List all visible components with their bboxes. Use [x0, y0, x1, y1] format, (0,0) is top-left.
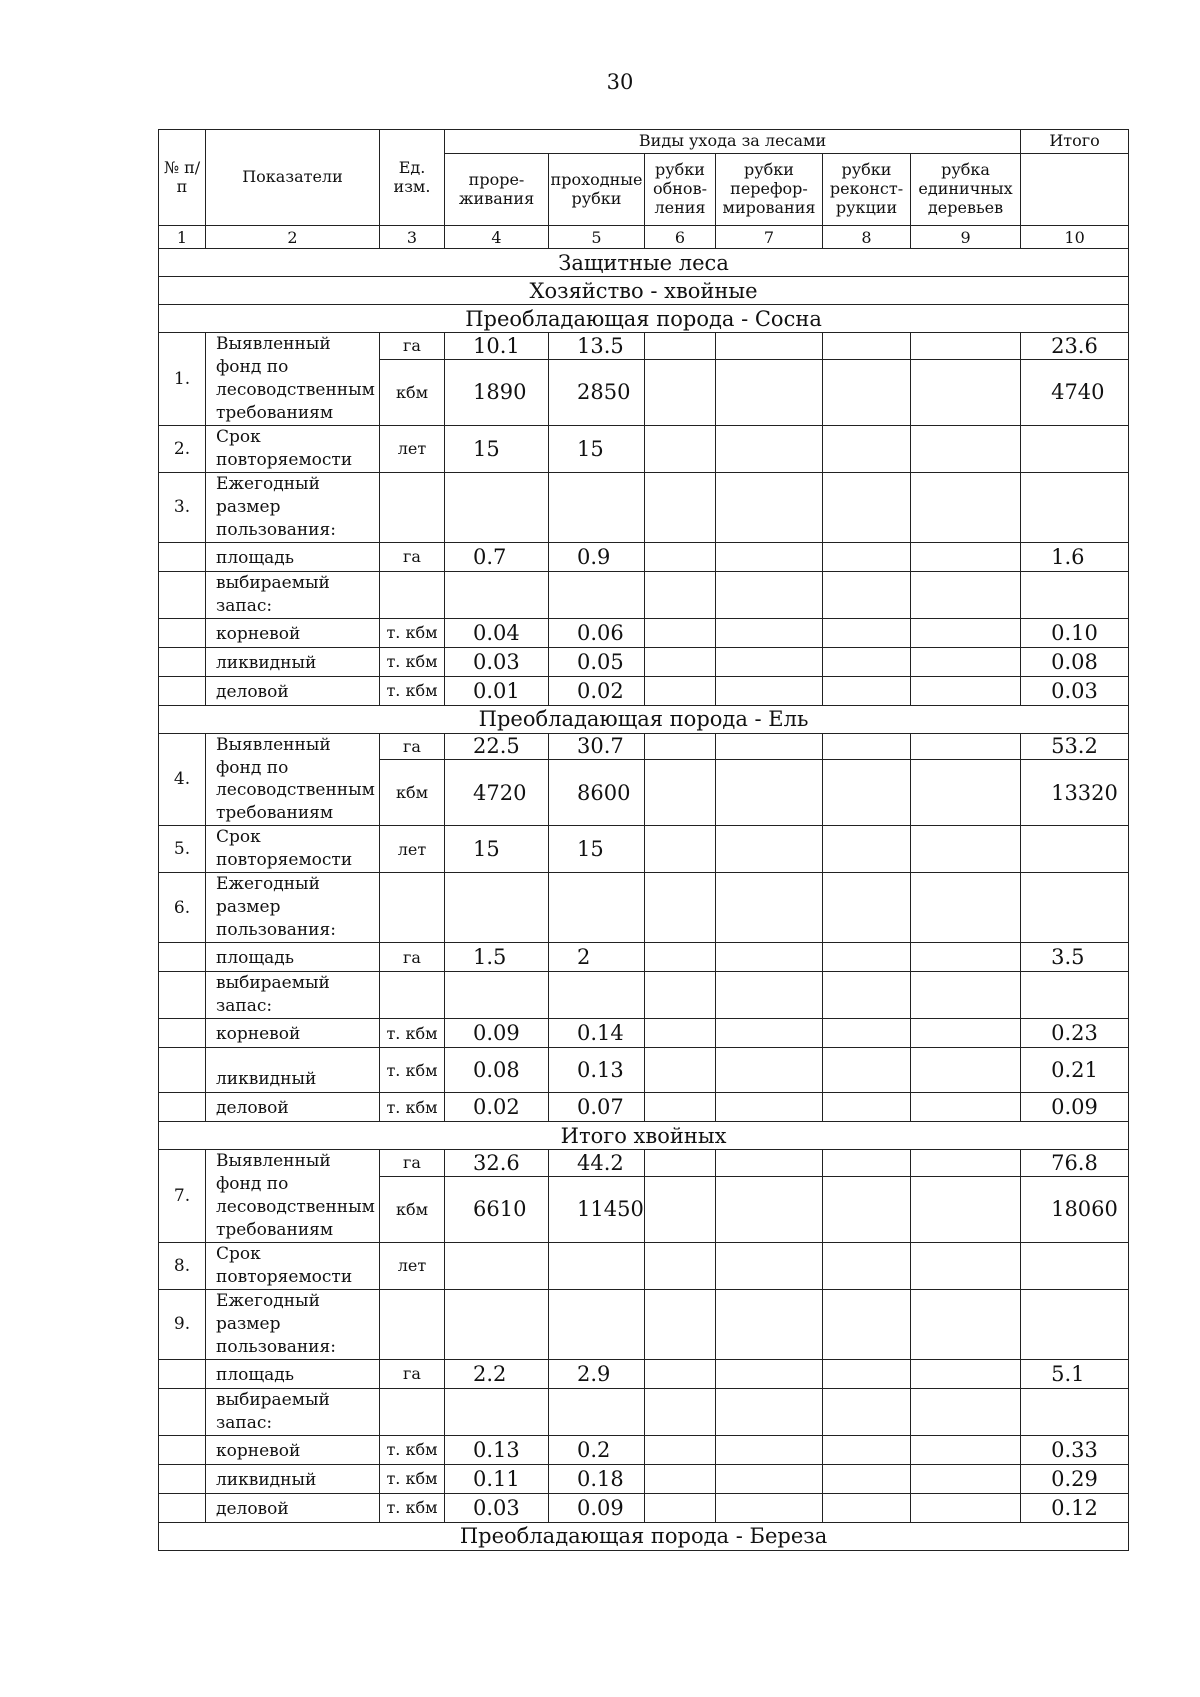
value-total: 0.29 — [1021, 1464, 1129, 1493]
unit-years: лет — [380, 1242, 445, 1289]
value-thinning: 1890 — [445, 359, 549, 425]
unit-ha: га — [380, 733, 445, 760]
label-annual: Ежегодный размер пользования: — [206, 1289, 380, 1359]
value-passing: 2850 — [549, 359, 645, 425]
header-reconstruction-cuts: рубки реконст- рукции — [823, 154, 911, 226]
label-fund: Выявленный фонд по лесоводственным требованиям — [206, 333, 380, 426]
unit-tcbm: т. кбм — [380, 1435, 445, 1464]
unit-tcbm: т. кбм — [380, 1464, 445, 1493]
unit-years: лет — [380, 425, 445, 472]
value-passing: 0.18 — [549, 1464, 645, 1493]
value-passing: 8600 — [549, 760, 645, 826]
unit-ha: га — [380, 333, 445, 360]
section-total-conifers: Итого хвойных — [159, 1122, 1129, 1150]
label-annual: Ежегодный размер пользования: — [206, 873, 380, 943]
label-liquid: ликвидный — [206, 1464, 380, 1493]
label-fund: Выявленный фонд по лесоводственным требованиям — [206, 733, 380, 826]
value-passing: 0.05 — [549, 647, 645, 676]
value-total: 76.8 — [1021, 1150, 1129, 1177]
section-farm-conifers: Хозяйство - хвойные — [159, 277, 1129, 305]
label-business: деловой — [206, 1093, 380, 1122]
value-passing: 2 — [549, 943, 645, 972]
col-number: 4 — [445, 226, 549, 249]
value-passing: 30.7 — [549, 733, 645, 760]
row-index: 2. — [159, 425, 206, 472]
label-root: корневой — [206, 1435, 380, 1464]
value-thinning: 0.03 — [445, 1493, 549, 1522]
label-period: Срок повторяемости — [206, 826, 380, 873]
unit-tcbm: т. кбм — [380, 647, 445, 676]
section-pine: Преобладающая порода - Сосна — [159, 305, 1129, 333]
header-renewal-cuts: рубки обнов- ления — [645, 154, 716, 226]
label-annual: Ежегодный размер пользования: — [206, 472, 380, 542]
header-total-blank — [1021, 154, 1129, 226]
row-index: 5. — [159, 826, 206, 873]
label-area: площадь — [206, 542, 380, 571]
header-total: Итого — [1021, 130, 1129, 154]
value-passing: 0.13 — [549, 1048, 645, 1093]
label-area: площадь — [206, 1359, 380, 1388]
row-index: 9. — [159, 1289, 206, 1359]
label-business: деловой — [206, 676, 380, 705]
unit-cbm: кбм — [380, 359, 445, 425]
value-thinning: 0.7 — [445, 542, 549, 571]
unit-ha: га — [380, 1359, 445, 1388]
label-period: Срок повторяемости — [206, 425, 380, 472]
value-passing: 15 — [549, 826, 645, 873]
value-thinning: 4720 — [445, 760, 549, 826]
unit-tcbm: т. кбм — [380, 1048, 445, 1093]
row-index: 8. — [159, 1242, 206, 1289]
unit-tcbm: т. кбм — [380, 1493, 445, 1522]
header-care-types: Виды ухода за лесами — [445, 130, 1021, 154]
label-area: площадь — [206, 943, 380, 972]
value-thinning: 0.13 — [445, 1435, 549, 1464]
label-root: корневой — [206, 618, 380, 647]
value-total: 0.21 — [1021, 1048, 1129, 1093]
row-index: 4. — [159, 733, 206, 826]
section-spruce: Преобладающая порода - Ель — [159, 705, 1129, 733]
col-number: 6 — [645, 226, 716, 249]
label-business: деловой — [206, 1493, 380, 1522]
label-liquid: ликвидный — [206, 647, 380, 676]
row-index: 7. — [159, 1150, 206, 1243]
value-thinning: 6610 — [445, 1176, 549, 1242]
col-number: 1 — [159, 226, 206, 249]
value-passing: 0.09 — [549, 1493, 645, 1522]
value-total: 53.2 — [1021, 733, 1129, 760]
value-total: 0.33 — [1021, 1435, 1129, 1464]
value-total: 0.12 — [1021, 1493, 1129, 1522]
unit-tcbm: т. кбм — [380, 1019, 445, 1048]
value-passing: 0.07 — [549, 1093, 645, 1122]
label-stock: выбираемый запас: — [206, 1388, 380, 1435]
row-index: 3. — [159, 472, 206, 542]
label-root: корневой — [206, 1019, 380, 1048]
col-number: 9 — [911, 226, 1021, 249]
col-number: 7 — [716, 226, 823, 249]
value-thinning: 0.08 — [445, 1048, 549, 1093]
value-total: 0.23 — [1021, 1019, 1129, 1048]
header-num: № п/п — [159, 130, 206, 226]
value-total: 3.5 — [1021, 943, 1129, 972]
value-thinning: 15 — [445, 826, 549, 873]
page-number: 30 — [606, 70, 634, 94]
col-number: 8 — [823, 226, 911, 249]
col-number: 2 — [206, 226, 380, 249]
value-thinning: 0.02 — [445, 1093, 549, 1122]
value-passing: 0.02 — [549, 676, 645, 705]
value-passing: 15 — [549, 425, 645, 472]
value-passing: 44.2 — [549, 1150, 645, 1177]
value-thinning: 2.2 — [445, 1359, 549, 1388]
value-thinning: 32.6 — [445, 1150, 549, 1177]
unit-tcbm: т. кбм — [380, 1093, 445, 1122]
value-passing: 0.9 — [549, 542, 645, 571]
unit-ha: га — [380, 542, 445, 571]
header-unit: Ед. изм. — [380, 130, 445, 226]
unit-tcbm: т. кбм — [380, 676, 445, 705]
unit-tcbm: т. кбм — [380, 618, 445, 647]
value-total: 0.08 — [1021, 647, 1129, 676]
header-single-tree-cuts: рубка единичных деревьев — [911, 154, 1021, 226]
header-passing-cuts: проходные рубки — [549, 154, 645, 226]
label-liquid: ликвидный — [206, 1048, 380, 1093]
value-thinning: 1.5 — [445, 943, 549, 972]
value-total: 0.09 — [1021, 1093, 1129, 1122]
value-total: 1.6 — [1021, 542, 1129, 571]
value-total: 5.1 — [1021, 1359, 1129, 1388]
value-passing: 0.2 — [549, 1435, 645, 1464]
value-total: 23.6 — [1021, 333, 1129, 360]
unit-cbm: кбм — [380, 1176, 445, 1242]
header-indicators: Показатели — [206, 130, 380, 226]
unit-years: лет — [380, 826, 445, 873]
section-protective-forests: Защитные леса — [159, 249, 1129, 277]
value-thinning: 0.09 — [445, 1019, 549, 1048]
col-number: 3 — [380, 226, 445, 249]
value-thinning: 0.01 — [445, 676, 549, 705]
col-number: 10 — [1021, 226, 1129, 249]
value-total: 18060 — [1021, 1176, 1129, 1242]
value-thinning: 10.1 — [445, 333, 549, 360]
label-stock: выбираемый запас: — [206, 972, 380, 1019]
value-thinning: 0.11 — [445, 1464, 549, 1493]
header-thinning: проре- живания — [445, 154, 549, 226]
forest-care-table — [158, 129, 1129, 1551]
value-total: 0.03 — [1021, 676, 1129, 705]
unit-cbm: кбм — [380, 760, 445, 826]
value-total: 13320 — [1021, 760, 1129, 826]
value-passing: 13.5 — [549, 333, 645, 360]
header-reform-cuts: рубки перефор- мирования — [716, 154, 823, 226]
value-thinning: 0.04 — [445, 618, 549, 647]
section-birch: Преобладающая порода - Береза — [159, 1522, 1129, 1550]
value-total: 4740 — [1021, 359, 1129, 425]
value-thinning: 0.03 — [445, 647, 549, 676]
value-passing: 2.9 — [549, 1359, 645, 1388]
unit-ha: га — [380, 1150, 445, 1177]
value-passing: 0.14 — [549, 1019, 645, 1048]
label-period: Срок повторяемости — [206, 1242, 380, 1289]
unit-ha: га — [380, 943, 445, 972]
value-passing: 0.06 — [549, 618, 645, 647]
value-thinning: 15 — [445, 425, 549, 472]
row-index: 1. — [159, 333, 206, 426]
row-index: 6. — [159, 873, 206, 943]
value-thinning: 22.5 — [445, 733, 549, 760]
col-number: 5 — [549, 226, 645, 249]
label-stock: выбираемый запас: — [206, 571, 380, 618]
value-total: 0.10 — [1021, 618, 1129, 647]
label-fund: Выявленный фонд по лесоводственным требованиям — [206, 1150, 380, 1243]
value-passing: 11450 — [549, 1176, 645, 1242]
